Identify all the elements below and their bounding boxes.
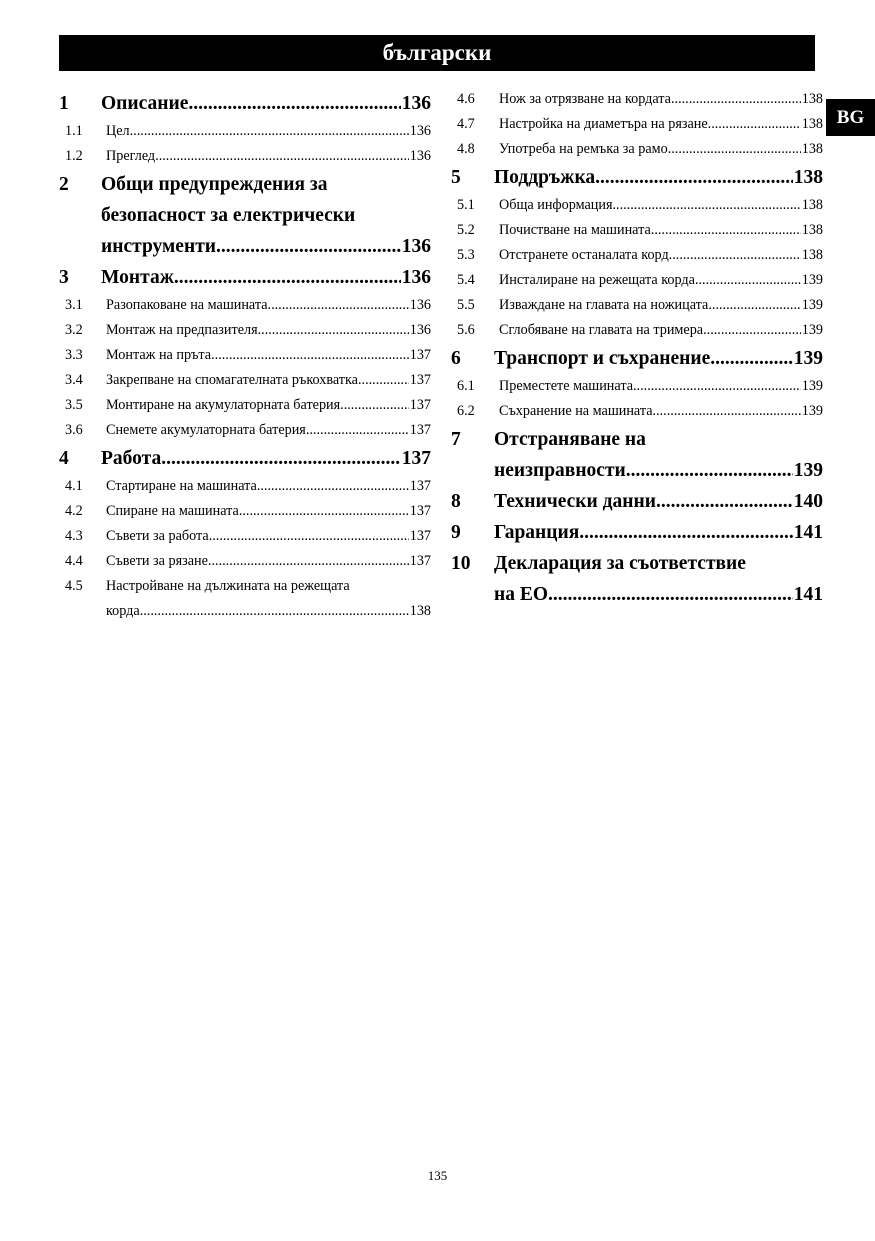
toc-page: 138	[409, 603, 431, 619]
toc-entry-3-2[interactable]	[59, 318, 431, 343]
language-header: български	[59, 35, 815, 71]
toc-page: 137	[409, 347, 431, 363]
toc-leader	[703, 318, 801, 343]
toc-leader	[174, 262, 401, 293]
toc-number: 3.3	[65, 347, 83, 363]
toc-title: Монтаж на предпазителя	[106, 322, 258, 338]
toc-title: Спиране на машината	[106, 503, 239, 519]
toc-title-line: на ЕО	[494, 584, 549, 605]
toc-title-line: безопасност за електрически	[101, 205, 356, 226]
toc-page: 138	[801, 141, 823, 157]
toc-leader	[695, 268, 801, 293]
toc-number: 4.6	[457, 91, 475, 107]
toc-leader	[130, 119, 409, 144]
toc-page: 138	[793, 167, 823, 188]
toc-page: 137	[401, 448, 431, 469]
toc-entry-4-3[interactable]	[59, 524, 431, 549]
toc-entry-3-6[interactable]	[59, 418, 431, 443]
toc-leader	[216, 231, 401, 262]
toc-number: 3.1	[65, 297, 83, 313]
toc-title-line: инструменти	[101, 236, 217, 257]
toc-leader	[268, 293, 409, 318]
toc-entry-8[interactable]	[451, 486, 823, 517]
toc-leader	[306, 418, 409, 443]
toc-number: 6.2	[457, 403, 475, 419]
toc-title: Изваждане на главата на ножицата	[499, 297, 709, 313]
toc-title: Стартиране на машината	[106, 478, 257, 494]
toc-page: 137	[409, 372, 431, 388]
toc-number: 3.6	[65, 422, 83, 438]
toc-entry-5-5[interactable]	[451, 293, 823, 318]
toc-entry-4-8[interactable]	[451, 137, 823, 162]
toc-entry-4-5[interactable]	[59, 574, 431, 624]
toc-entry-4-1[interactable]	[59, 474, 431, 499]
toc-number: 4.3	[65, 528, 83, 544]
toc-entry-4-2[interactable]	[59, 499, 431, 524]
toc-title: Почистване на машината	[499, 222, 651, 238]
toc-title: Преместете машината	[499, 378, 633, 394]
toc-title: Съвети за работа	[106, 528, 209, 544]
toc-title-line: Настройване на дължината на режещата	[106, 578, 350, 594]
toc-title: Преглед	[106, 148, 156, 164]
toc-leader	[548, 579, 793, 610]
toc-leader	[668, 137, 801, 162]
toc-leader	[140, 599, 409, 624]
toc-number: 4.2	[65, 503, 83, 519]
toc-page: 136	[409, 148, 431, 164]
toc-number: 6.1	[457, 378, 475, 394]
toc-leader	[258, 318, 409, 343]
toc-page: 136	[401, 267, 431, 288]
toc-page: 137	[409, 528, 431, 544]
toc-page: 139	[801, 272, 823, 288]
toc-number: 5.3	[457, 247, 475, 263]
toc-leader	[161, 443, 401, 474]
toc-number: 3.4	[65, 372, 83, 388]
toc-entry-7[interactable]	[451, 424, 823, 486]
toc-title: Монтиране на акумулаторната батерия	[106, 397, 341, 413]
toc-entry-5-1[interactable]	[451, 193, 823, 218]
toc-leader	[653, 399, 801, 424]
toc-title: Закрепване на спомагателната ръкохватка	[106, 372, 358, 388]
toc-page: 136	[409, 297, 431, 313]
toc-title: Технически данни	[494, 491, 656, 512]
toc-page: 139	[801, 322, 823, 338]
toc-right-column	[451, 87, 823, 610]
toc-entry-6-1[interactable]	[451, 374, 823, 399]
toc-entry-9[interactable]	[451, 517, 823, 548]
toc-title: Инсталиране на режещата корда	[499, 272, 695, 288]
toc-title: Транспорт и съхранение	[494, 348, 711, 369]
toc-leader	[651, 218, 801, 243]
toc-number: 5	[451, 167, 461, 188]
toc-leader	[188, 88, 400, 119]
toc-number: 2	[59, 174, 69, 195]
toc-number: 5.2	[457, 222, 475, 238]
toc-page: 137	[409, 503, 431, 519]
toc-number: 5.1	[457, 197, 475, 213]
toc-leader	[211, 343, 409, 368]
toc-number: 9	[451, 522, 461, 543]
toc-title: Нож за отрязване на кордата	[499, 91, 671, 107]
toc-page: 136	[409, 322, 431, 338]
toc-page: 141	[793, 522, 823, 543]
toc-left-column	[59, 88, 431, 624]
toc-number: 5.6	[457, 322, 475, 338]
toc-title-line: Отстраняване на	[494, 429, 646, 450]
toc-number: 10	[451, 553, 471, 574]
toc-title: Цел	[106, 123, 130, 139]
toc-entry-3-1[interactable]	[59, 293, 431, 318]
toc-leader	[239, 499, 409, 524]
toc-page: 139	[793, 348, 823, 369]
toc-entry-3-4[interactable]	[59, 368, 431, 393]
toc-page: 139	[801, 378, 823, 394]
toc-page: 137	[409, 422, 431, 438]
toc-title: Сглобяване на главата на тримера	[499, 322, 704, 338]
toc-leader	[656, 486, 793, 517]
toc-leader	[626, 455, 793, 486]
toc-number: 1	[59, 93, 69, 114]
toc-number: 4.4	[65, 553, 83, 569]
toc-page: 138	[801, 116, 823, 132]
toc-leader	[579, 517, 792, 548]
toc-number: 3	[59, 267, 69, 288]
toc-title: Монтаж	[101, 267, 174, 288]
toc-title: Употреба на ремъка за рамо	[499, 141, 668, 157]
toc-page: 139	[801, 297, 823, 313]
toc-number: 5.5	[457, 297, 475, 313]
toc-leader	[595, 162, 793, 193]
toc-number: 4	[59, 448, 69, 469]
toc-leader	[671, 87, 801, 112]
toc-leader	[340, 393, 409, 418]
toc-leader	[669, 243, 801, 268]
toc-title: Съвети за рязане	[106, 553, 208, 569]
toc-number: 4.7	[457, 116, 475, 132]
toc-page: 139	[793, 460, 823, 481]
toc-number: 1.2	[65, 148, 83, 164]
toc-leader	[155, 144, 409, 169]
toc-entry-6-2[interactable]	[451, 399, 823, 424]
page-number: 135	[427, 1168, 448, 1183]
toc-page: 137	[409, 553, 431, 569]
toc-entry-10[interactable]	[451, 548, 823, 610]
toc-leader	[708, 293, 800, 318]
toc-number: 3.5	[65, 397, 83, 413]
toc-title-line: Общи предупреждения за	[101, 174, 328, 195]
toc-entry-6[interactable]	[451, 343, 823, 374]
language-tab: BG	[826, 99, 875, 136]
toc-title-line: корда	[106, 603, 140, 619]
toc-leader	[209, 524, 409, 549]
toc-entry-5-4[interactable]	[451, 268, 823, 293]
toc-page: 141	[793, 584, 823, 605]
toc-leader	[257, 474, 409, 499]
toc-title: Гаранция	[494, 522, 580, 543]
toc-title: Описание	[101, 93, 189, 114]
toc-leader	[208, 549, 409, 574]
toc-page: 136	[401, 236, 431, 257]
toc-title: Поддръжка	[494, 167, 596, 188]
toc-title: Работа	[101, 448, 162, 469]
toc-title: Настройка на диаметъра на рязане	[499, 116, 708, 132]
toc-number: 3.2	[65, 322, 83, 338]
toc-page: 138	[801, 91, 823, 107]
toc-page: 140	[793, 491, 823, 512]
toc-number: 4.8	[457, 141, 475, 157]
toc-page: 138	[801, 247, 823, 263]
toc-entry-5-6[interactable]	[451, 318, 823, 343]
toc-entry-5[interactable]	[451, 162, 823, 193]
toc-title: Отстранете останалата корд	[499, 247, 669, 263]
toc-entry-3-3[interactable]	[59, 343, 431, 368]
toc-title-line: неизправности	[494, 460, 626, 481]
toc-title: Съхранение на машината	[499, 403, 653, 419]
toc-title-line: Декларация за съответствие	[494, 553, 746, 574]
toc-entry-5-3[interactable]	[451, 243, 823, 268]
toc-number: 8	[451, 491, 461, 512]
toc-entry-3-5[interactable]	[59, 393, 431, 418]
toc-page: 138	[801, 197, 823, 213]
toc-title: Разопаковане на машината	[106, 297, 268, 313]
toc-entry-3[interactable]	[59, 262, 431, 293]
toc-number: 5.4	[457, 272, 475, 288]
toc-title: Обща информация	[499, 197, 613, 213]
toc-leader	[710, 343, 792, 374]
toc-entry-1-2[interactable]	[59, 144, 431, 169]
toc-number: 4.1	[65, 478, 83, 494]
toc-entry-4[interactable]	[59, 443, 431, 474]
toc-leader	[708, 112, 801, 137]
toc-leader	[358, 368, 409, 393]
toc-page: 136	[401, 93, 431, 114]
toc-page: 137	[409, 478, 431, 494]
toc-title: Монтаж на пръта	[106, 347, 212, 363]
toc-entry-4-7[interactable]	[451, 112, 823, 137]
toc-number: 7	[451, 429, 461, 450]
toc-page: 139	[801, 403, 823, 419]
toc-number: 4.5	[65, 578, 83, 594]
toc-entry-4-4[interactable]	[59, 549, 431, 574]
toc-entry-1-1[interactable]	[59, 119, 431, 144]
toc-entry-2[interactable]	[59, 169, 431, 262]
toc-page: 138	[801, 222, 823, 238]
toc-title: Снемете акумулаторната батерия	[106, 422, 306, 438]
toc-entry-4-6[interactable]	[451, 87, 823, 112]
toc-entry-5-2[interactable]	[451, 218, 823, 243]
toc-number: 6	[451, 348, 461, 369]
toc-entry-1[interactable]	[59, 88, 431, 119]
toc-page: 136	[409, 123, 431, 139]
toc-leader	[612, 193, 800, 218]
toc-page: 137	[409, 397, 431, 413]
toc-number: 1.1	[65, 123, 83, 139]
toc-leader	[633, 374, 801, 399]
